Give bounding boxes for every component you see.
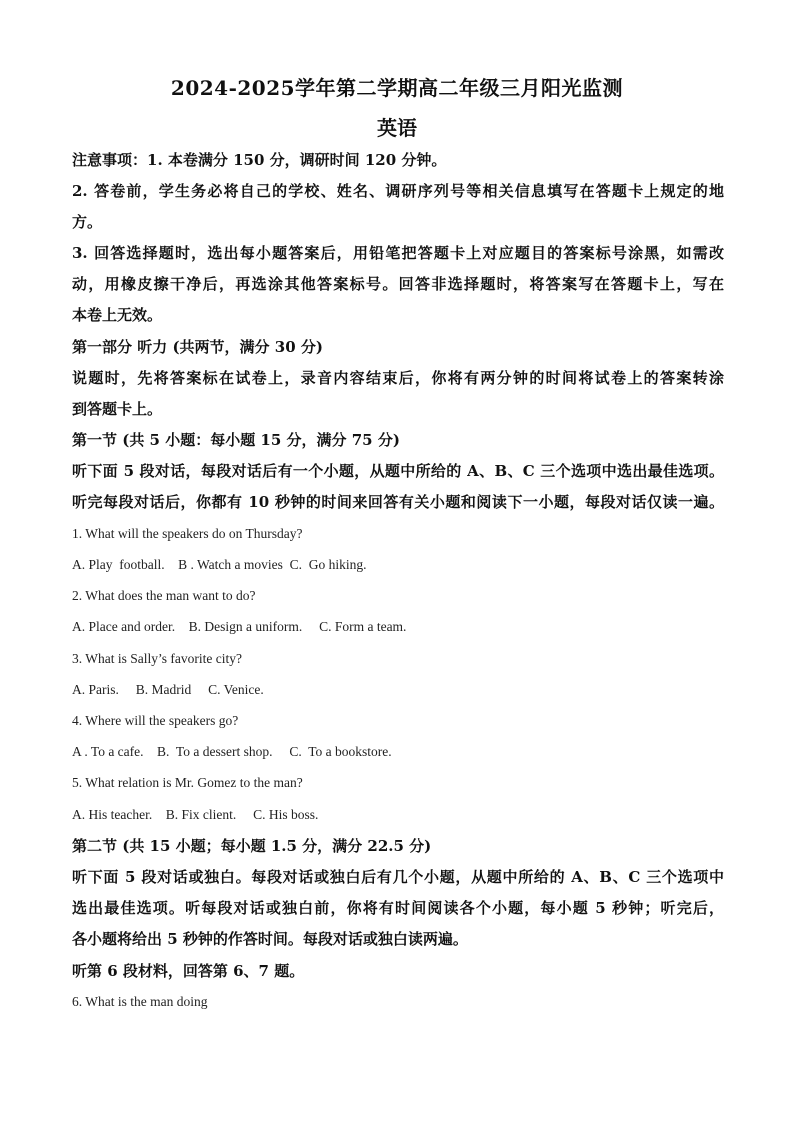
notice-line-3a: 3. 回答选择题时，选出每小题答案后，用铅笔把答题卡上对应题目的答案标号涂黑，如需改 <box>72 244 724 262</box>
question-3-options: A. Paris. B. Madrid C. Venice. <box>72 682 264 697</box>
section1-instruction-a: 听下面 5 段对话，每段对话后有一个小题，从题中所给的 A、B、C 三个选项中选出最佳选项。 <box>72 462 724 480</box>
notice-line-1: 注意事项：1. 本卷满分 150 分，调研时间 120 分钟。 <box>72 151 447 169</box>
section1-heading: 第一节 (共 5 小题：每小题 15 分，满分 75 分) <box>72 431 400 449</box>
question-4: 4. Where will the speakers go? <box>72 713 239 728</box>
notice-line-2b: 方。 <box>72 213 103 231</box>
question-2-options: A. Place and order. B. Design a uniform. C. Form a team. <box>72 619 407 634</box>
section2-instruction-b: 选出最佳选项。听每段对话或独白前，你将有时间阅读各个小题，每小题 5 秒钟；听完后， <box>72 899 724 917</box>
question-1: 1. What will the speakers do on Thursday? <box>72 526 303 541</box>
subject-title: 英语 <box>377 116 417 140</box>
part1-intro-b: 到答题卡上。 <box>72 400 163 418</box>
part1-intro-a: 说题时，先将答案标在试卷上，录音内容结束后，你将有两分钟的时间将试卷上的答案转涂 <box>72 369 724 387</box>
question-5: 5. What relation is Mr. Gomez to the man? <box>72 775 303 790</box>
section2-heading: 第二节 (共 15 小题；每小题 1.5 分，满分 22.5 分) <box>72 837 432 855</box>
section1-instruction-b: 听完每段对话后，你都有 10 秒钟的时间来回答有关小题和阅读下一小题，每段对话仅读一遍。 <box>72 493 724 511</box>
notice-line-3b: 动，用橡皮擦干净后，再选涂其他答案标号。回答非选择题时，将答案写在答题卡上，写在 <box>72 275 724 293</box>
exam-title: 2024-2025学年第二学期高二年级三月阳光监测 <box>170 76 624 100</box>
question-6: 6. What is the man doing <box>72 994 208 1009</box>
section2-instruction-c: 各小题将给出 5 秒钟的作答时间。每段对话或独白读两遍。 <box>72 930 468 948</box>
notice-line-2a: 2. 答卷前，学生务必将自己的学校、姓名、调研序列号等相关信息填写在答题卡上规定的地 <box>72 182 724 200</box>
question-5-options: A. His teacher. B. Fix client. C. His boss. <box>72 807 319 822</box>
question-3: 3. What is Sally’s favorite city? <box>72 651 242 666</box>
notice-line-3c: 本卷上无效。 <box>72 306 163 324</box>
question-2: 2. What does the man want to do? <box>72 588 256 603</box>
part1-heading: 第一部分 听力 (共两节，满分 30 分) <box>72 338 323 356</box>
question-4-options: A . To a cafe. B. To a dessert shop. C. To a bookstore. <box>72 744 392 759</box>
material-6-heading: 听第 6 段材料，回答第 6、7 题。 <box>72 962 305 980</box>
question-1-options: A. Play football. B . Watch a movies C. Go hiking. <box>72 557 367 572</box>
section2-instruction-a: 听下面 5 段对话或独白。每段对话或独白后有几个小题，从题中所给的 A、B、C 三个选项中 <box>72 868 724 886</box>
